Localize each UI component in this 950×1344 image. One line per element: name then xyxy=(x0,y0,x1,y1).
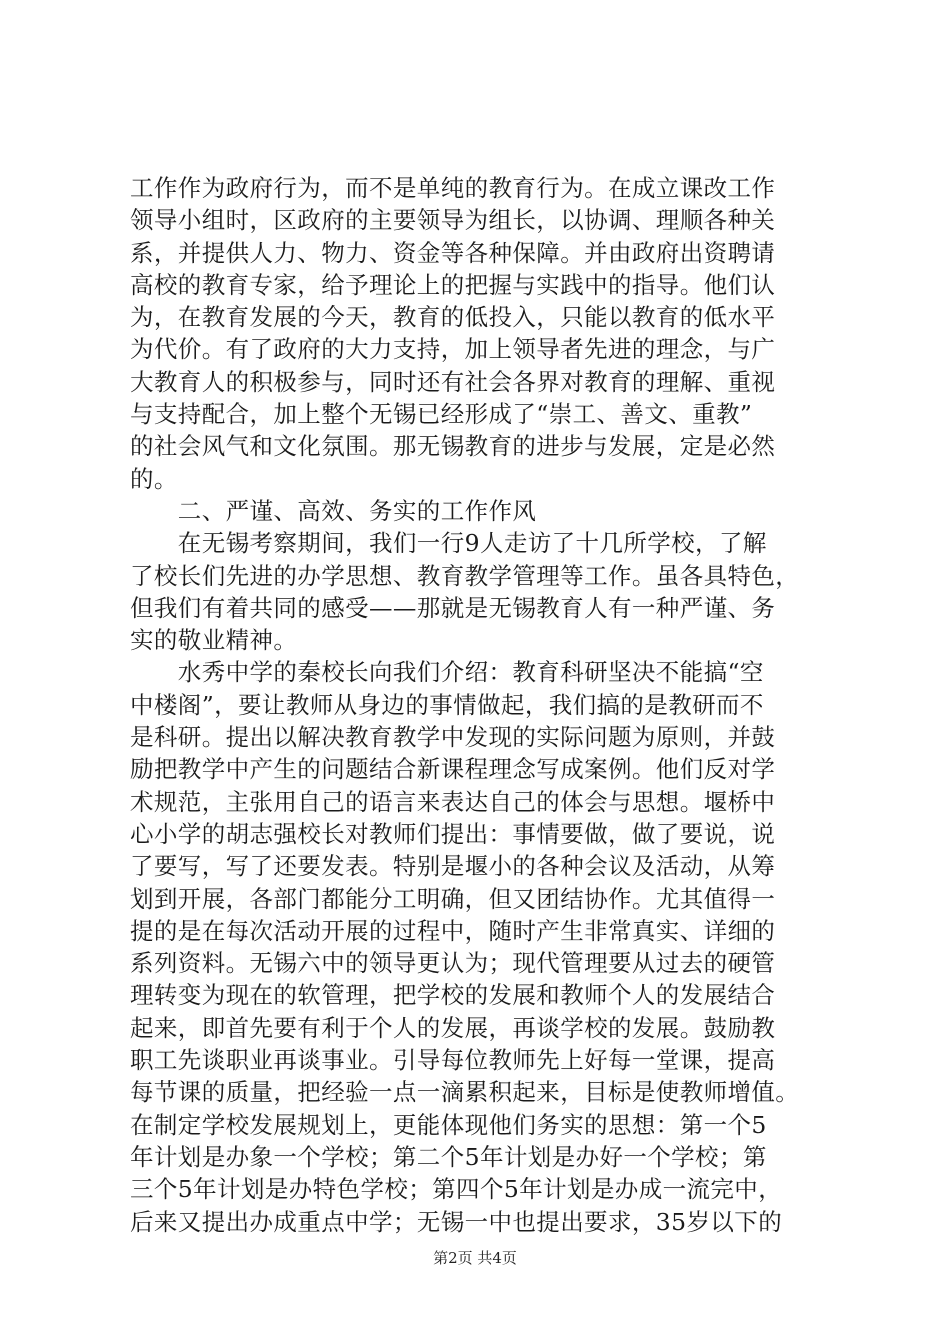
text-line: 年计划是办象一个学校；第二个5年计划是办好一个学校；第 xyxy=(130,1142,767,1171)
text-line: 与支持配合，加上整个无锡已经形成了“崇工、善文、重教” xyxy=(130,400,753,429)
text-line: 工作作为政府行为，而不是单纯的教育行为。在成立课改工作 xyxy=(130,174,776,202)
text-line: 中楼阁”，要让教师从身边的事情做起，我们搞的是教研而不 xyxy=(130,690,764,719)
text-line: 划到开展，各部门都能分工明确，但又团结协作。尤其值得一 xyxy=(130,884,776,913)
page-number-footer: 第2页 共4页 xyxy=(433,1249,517,1267)
text-line: 系，并提供人力、物力、资金等各种保障。并由政府出资聘请 xyxy=(130,238,776,267)
text-line: 术规范，主张用自己的语言来表达自己的体会与思想。堰桥中 xyxy=(130,787,776,816)
section-heading: 二、严谨、高效、务实的工作作风 xyxy=(130,496,537,525)
text-line: 高校的教育专家，给予理论上的把握与实践中的指导。他们认 xyxy=(130,270,776,299)
text-line: 领导小组时，区政府的主要领导为组长，以协调、理顺各种关 xyxy=(130,206,776,235)
text-line: 是科研。提出以解决教育教学中发现的实际问题为原则，并鼓 xyxy=(130,723,776,752)
text-line: 职工先谈职业再谈事业。引导每位教师先上好每一堂课，提高 xyxy=(130,1046,776,1075)
text-line: 实的敬业精神。 xyxy=(130,626,298,655)
text-line: 励把教学中产生的问题结合新课程理念写成案例。他们反对学 xyxy=(130,755,776,784)
text-line: 了校长们先进的办学思想、教育教学管理等工作。虽各具特色， xyxy=(130,561,800,590)
text-line: 心小学的胡志强校长对教师们提出：事情要做，做了要说，说 xyxy=(130,819,776,848)
body-text xyxy=(130,172,850,1238)
text-line: 但我们有着共同的感受——那就是无锡教育人有一种严谨、务 xyxy=(130,593,776,622)
text-line: 在无锡考察期间，我们一行9人走访了十几所学校，了解 xyxy=(130,529,767,558)
text-line: 水秀中学的秦校长向我们介绍：教育科研坚决不能搞“空 xyxy=(130,658,764,687)
text-line: 起来，即首先要有利于个人的发展，再谈学校的发展。鼓励教 xyxy=(130,1013,776,1042)
text-line: 了要写，写了还要发表。特别是堰小的各种会议及活动，从筹 xyxy=(130,852,776,881)
text-line: 提的是在每次活动开展的过程中，随时产生非常真实、详细的 xyxy=(130,916,776,945)
text-line: 的。 xyxy=(130,464,178,493)
text-line: 为代价。有了政府的大力支持，加上领导者先进的理念，与广 xyxy=(130,335,776,364)
text-line: 在制定学校发展规划上，更能体现他们务实的思想：第一个5 xyxy=(130,1110,767,1139)
text-line: 理转变为现在的软管理，把学校的发展和教师个人的发展结合 xyxy=(130,981,776,1010)
text-line: 每节课的质量，把经验一点一滴累积起来，目标是使教师增值。 xyxy=(130,1078,800,1107)
text-line: 三个5年计划是办特色学校；第四个5年计划是办成一流完中， xyxy=(130,1175,783,1204)
text-line: 为，在教育发展的今天，教育的低投入，只能以教育的低水平 xyxy=(130,303,776,332)
text-line: 系列资料。无锡六中的领导更认为；现代管理要从过去的硬管 xyxy=(130,949,776,978)
text-line: 的社会风气和文化氛围。那无锡教育的进步与发展，定是必然 xyxy=(130,432,776,461)
text-line: 后来又提出办成重点中学；无锡一中也提出要求，35岁以下的 xyxy=(130,1207,783,1236)
text-line: 大教育人的积极参与，同时还有社会各界对教育的理解、重视 xyxy=(130,367,776,396)
